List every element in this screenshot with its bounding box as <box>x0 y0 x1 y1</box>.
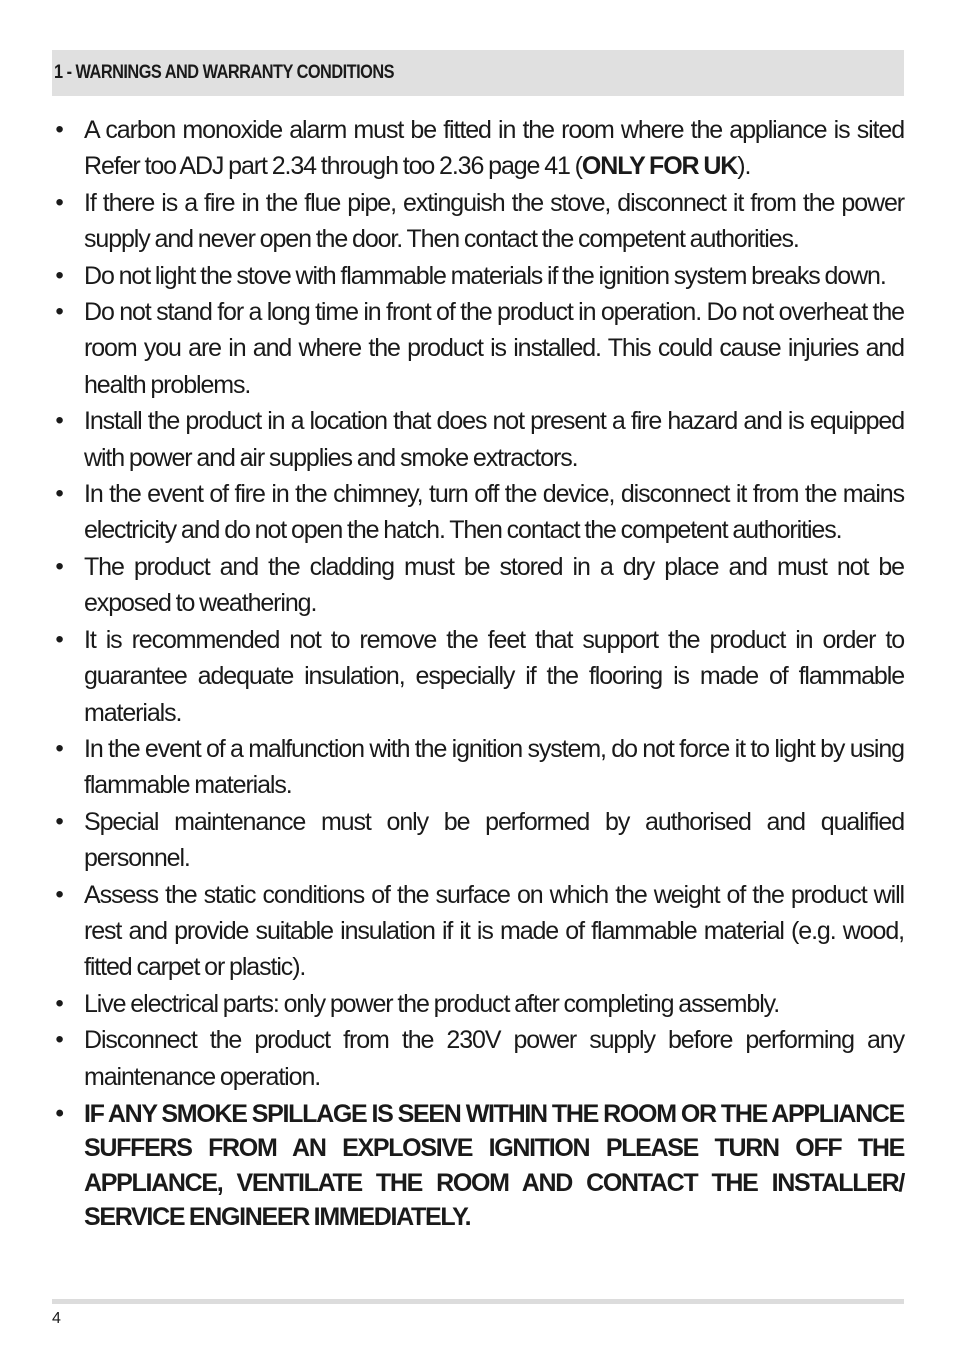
bullet-icon: • <box>55 1099 63 1127</box>
warning-text: In the event of fire in the chimney, turn off the device, disconnect it from the mains electricity and do not open the hatch. Then contact the competent authorities. <box>84 480 904 545</box>
list-item <box>52 877 904 986</box>
warning-text: Disconnect the product from the 230V power supply before performing any maintenance operation. <box>84 1026 904 1091</box>
section-header <box>52 50 904 96</box>
list-item <box>52 549 904 622</box>
warning-text: A carbon monoxide alarm must be fitted in the room where the appliance is sited Refer too ADJ part 2.34 through too 2.36 page 41 ( <box>84 116 904 181</box>
bullet-icon: • <box>55 734 63 762</box>
page-number: 4 <box>52 1310 61 1327</box>
list-item <box>52 258 904 294</box>
bullet-icon: • <box>55 625 63 653</box>
list-item <box>52 731 904 804</box>
list-item <box>52 1022 904 1095</box>
footer-divider <box>52 1299 904 1304</box>
bullet-icon: • <box>55 298 63 326</box>
warning-text: It is recommended not to remove the feet that support the product in order to guarantee adequate insulation, especially if the flooring is made of flammable materials. <box>84 625 904 727</box>
bullet-icon: • <box>55 880 63 908</box>
warning-text-end: ). <box>737 152 751 181</box>
warning-emphasis: ONLY FOR UK <box>581 152 738 181</box>
list-item <box>52 403 904 476</box>
list-item <box>52 986 904 1022</box>
final-warning-item <box>52 1097 904 1235</box>
warning-text: The product and the cladding must be stored in a dry place and must not be exposed to weathering. <box>84 552 904 618</box>
warning-text: Live electrical parts: only power the product after completing assembly. <box>84 989 780 1018</box>
list-item <box>52 294 904 403</box>
warnings-list <box>52 112 904 1235</box>
bullet-icon: • <box>55 407 63 435</box>
bullet-icon: • <box>55 1026 63 1054</box>
warning-text: Do not stand for a long time in front of the product in operation. Do not overheat the room you are in and where the product is installed. This could cause injuries and health problems. <box>84 298 904 399</box>
bullet-icon: • <box>55 480 63 508</box>
warning-text: If there is a fire in the flue pipe, extinguish the stove, disconnect it from the power supply and never open the door. Then contact the competent authorities. <box>84 188 904 254</box>
warning-text: Install the product in a location that does not present a fire hazard and is equipped with power and air supplies and smoke extractors. <box>84 407 904 472</box>
final-warning-text: IF ANY SMOKE SPILLAGE IS SEEN WITHIN THE ROOM OR THE APPLIANCE SUFFERS FROM AN EXPLOSIVE IGNITION PLEASE TURN OFF THE APPLIANCE, VENTILATE THE ROOM AND CONTACT THE INSTALLER/ SERVICE ENGINEER IMMEDIATELY. <box>84 1099 904 1232</box>
list-item <box>52 622 904 731</box>
list-item <box>52 476 904 549</box>
bullet-icon: • <box>55 807 63 835</box>
bullet-icon: • <box>55 188 63 216</box>
bullet-icon: • <box>55 989 63 1017</box>
bullet-icon: • <box>55 552 63 580</box>
warning-text: In the event of a malfunction with the ignition system, do not force it to light by using flammable materials. <box>84 734 904 800</box>
list-item <box>52 804 904 877</box>
bullet-icon: • <box>55 116 63 143</box>
bullet-icon: • <box>55 261 63 289</box>
warning-text: Do not light the stove with flammable materials if the ignition system breaks down. <box>84 261 886 290</box>
warning-text: Special maintenance must only be performed by authorised and qualified personnel. <box>84 807 904 873</box>
list-item <box>52 185 904 258</box>
list-item <box>52 112 904 185</box>
section-title: 1 - WARNINGS AND WARRANTY CONDITIONS <box>54 62 395 83</box>
warning-text: Assess the static conditions of the surface on which the weight of the product will rest and provide suitable insulation if it is made of flammable material (e.g. wood, fitted carpet or plastic). <box>84 880 904 982</box>
